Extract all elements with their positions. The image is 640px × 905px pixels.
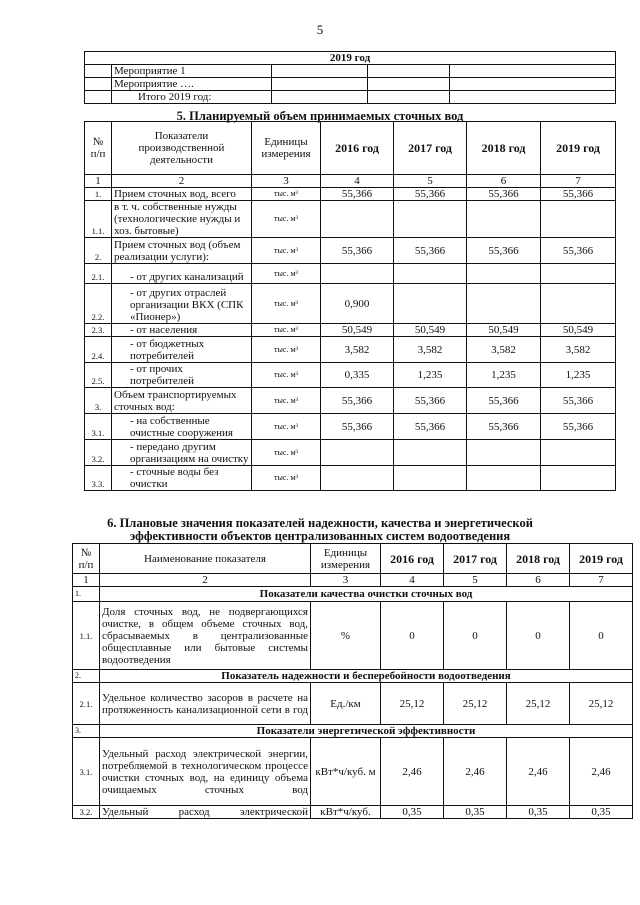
- col-number: 3: [252, 175, 321, 188]
- row-number: 3.: [85, 388, 112, 414]
- col-number: 6: [507, 574, 570, 587]
- value-2017: [394, 201, 467, 238]
- unit: тыс. м³: [252, 284, 321, 324]
- table-row: [73, 602, 633, 670]
- value-2018: [467, 264, 541, 284]
- value-2018: 50,549: [467, 324, 541, 337]
- value-2019: 55,366: [541, 238, 616, 264]
- col-number: 3: [311, 574, 381, 587]
- value-2017: [394, 284, 467, 324]
- year-2019-header: 2019 год: [85, 52, 616, 65]
- value-2018: [467, 440, 541, 466]
- section-title: Показатели качества очистки сточных вод: [100, 587, 633, 602]
- value-2019: [541, 284, 616, 324]
- value-2016: [321, 264, 394, 284]
- indicator-name: - на собственные очистные сооружения: [112, 414, 252, 440]
- value-2019: 55,366: [541, 414, 616, 440]
- value-2016: 0,900: [321, 284, 394, 324]
- section-row: [73, 725, 633, 738]
- row-number: 1.1.: [85, 201, 112, 238]
- value-2017: 3,582: [394, 337, 467, 363]
- value-2017: [394, 466, 467, 491]
- table-row: [85, 264, 616, 284]
- indicator-name: - от населения: [112, 324, 252, 337]
- value-2017: [394, 440, 467, 466]
- value-2016: 55,366: [321, 238, 394, 264]
- value-2018: 0,35: [507, 806, 570, 819]
- col-number: 4: [381, 574, 444, 587]
- col-number: 5: [444, 574, 507, 587]
- unit: кВт*ч/куб. м: [311, 738, 381, 806]
- value-2019: [541, 466, 616, 491]
- indicator-name: Прием сточных вод (объем реализации услуги):: [112, 238, 252, 264]
- value-2017: [394, 264, 467, 284]
- value-2018: [467, 284, 541, 324]
- table-row: [73, 683, 633, 725]
- header-row: [85, 122, 616, 175]
- indicator-name: - от других отраслей организации ВКХ (СПК «Пионер»): [112, 284, 252, 324]
- unit: %: [311, 602, 381, 670]
- unit: тыс. м³: [252, 414, 321, 440]
- row-number: 2.: [73, 670, 100, 683]
- page-number: 5: [316, 22, 324, 37]
- section-6-title-line2: эффективности объектов централизованных систем водоотведения: [129, 529, 511, 543]
- row-number: 2.: [85, 238, 112, 264]
- indicator-name: Прием сточных вод, всего: [112, 188, 252, 201]
- value-2017: 55,366: [394, 388, 467, 414]
- indicator-name: Удельный расход электрической энергии, потребляемой в технологическом процессе очистки сточных вод, на единицу объема очищаемых сточных вод: [100, 738, 311, 806]
- unit: тыс. м³: [252, 337, 321, 363]
- value-2018: 55,366: [467, 414, 541, 440]
- section-title: Показатель надежности и бесперебойности водоотведения: [100, 670, 633, 683]
- value-2019: 50,549: [541, 324, 616, 337]
- unit: тыс. м³: [252, 388, 321, 414]
- col-2017: 2017 год: [394, 122, 467, 175]
- value-2019: 55,366: [541, 388, 616, 414]
- value-2016: 0: [381, 602, 444, 670]
- row-number: 2.4.: [85, 337, 112, 363]
- table-row: [85, 201, 616, 238]
- value-2016: 25,12: [381, 683, 444, 725]
- table-row: [85, 91, 616, 104]
- value-2018: 25,12: [507, 683, 570, 725]
- total-label: Итого 2019 год:: [112, 91, 272, 104]
- table-row: [85, 466, 616, 491]
- value-2017: 2,46: [444, 738, 507, 806]
- value-2017: 0: [444, 602, 507, 670]
- value-2018: 3,582: [467, 337, 541, 363]
- unit: тыс. м³: [252, 238, 321, 264]
- indicator-name: в т. ч. собственные нужды (технологические нужды и хоз. бытовые): [112, 201, 252, 238]
- col-unit: Единицы измерения: [311, 544, 381, 574]
- row-number: 2.5.: [85, 363, 112, 388]
- col-number: 1: [85, 175, 112, 188]
- row-number: 3.2.: [73, 806, 100, 819]
- value-2018: [467, 466, 541, 491]
- value-2016: 55,366: [321, 414, 394, 440]
- table-row: [85, 388, 616, 414]
- row-number: 1.1.: [73, 602, 100, 670]
- value-2019: [541, 264, 616, 284]
- value-2019: 3,582: [541, 337, 616, 363]
- value-2017: 55,366: [394, 188, 467, 201]
- col-number: 7: [570, 574, 633, 587]
- indicator-name: - передано другим организациям на очистку: [112, 440, 252, 466]
- unit: тыс. м³: [252, 440, 321, 466]
- value-2016: 0,35: [381, 806, 444, 819]
- value-2018: 55,366: [467, 238, 541, 264]
- col-2018: 2018 год: [467, 122, 541, 175]
- table-row: [85, 284, 616, 324]
- unit: тыс. м³: [252, 466, 321, 491]
- row-number: 2.1.: [73, 683, 100, 725]
- value-2019: 25,12: [570, 683, 633, 725]
- value-2018: [467, 201, 541, 238]
- table-row: [85, 363, 616, 388]
- value-2016: 55,366: [321, 388, 394, 414]
- value-2016: 50,549: [321, 324, 394, 337]
- col-number: 2: [100, 574, 311, 587]
- value-2019: 55,366: [541, 188, 616, 201]
- col-number: 7: [541, 175, 616, 188]
- row-number: 2.3.: [85, 324, 112, 337]
- row-number: 1.: [73, 587, 100, 602]
- col-2016: 2016 год: [321, 122, 394, 175]
- row-number: 1.: [85, 188, 112, 201]
- table-row: [73, 806, 633, 819]
- col-number: 5: [394, 175, 467, 188]
- value-2018: 1,235: [467, 363, 541, 388]
- table-row: [85, 78, 616, 91]
- col-indicator: Показатели производственной деятельности: [112, 122, 252, 175]
- table-row: [85, 324, 616, 337]
- section-6-title-line1: 6. Плановые значения показателей надежности, качества и энергетической: [107, 516, 533, 530]
- table-row: [85, 414, 616, 440]
- value-2019: 0: [570, 602, 633, 670]
- event-label: Мероприятие 1: [112, 65, 272, 78]
- value-2017: 1,235: [394, 363, 467, 388]
- section-row: [73, 587, 633, 602]
- col-2017: 2017 год: [444, 544, 507, 574]
- value-2019: 0,35: [570, 806, 633, 819]
- col-2019: 2019 год: [541, 122, 616, 175]
- section-5-title: 5. Планируемый объем принимаемых сточных вод: [176, 109, 464, 123]
- col-num: № п/п: [73, 544, 100, 574]
- value-2016: [321, 440, 394, 466]
- value-2016: [321, 201, 394, 238]
- unit: тыс. м³: [252, 188, 321, 201]
- col-2019: 2019 год: [570, 544, 633, 574]
- col-num: № п/п: [85, 122, 112, 175]
- column-number-row: [85, 175, 616, 188]
- section-title: Показатели энергетической эффективности: [100, 725, 633, 738]
- column-number-row: [73, 574, 633, 587]
- reliability-indicators-table: [72, 543, 633, 819]
- indicator-name: - от других канализаций: [112, 264, 252, 284]
- unit: кВт*ч/куб.: [311, 806, 381, 819]
- value-2018: 0: [507, 602, 570, 670]
- value-2017: 50,549: [394, 324, 467, 337]
- col-2018: 2018 год: [507, 544, 570, 574]
- indicator-name: Удельное количество засоров в расчете на протяженность канализационной сети в год: [100, 683, 311, 725]
- row-number: 3.: [73, 725, 100, 738]
- indicator-name: Доля сточных вод, не подвергающихся очистке, в общем объеме сточных вод, сбрасываемых в централизованные общесплавные или бытовые системы водоотведения: [100, 602, 311, 670]
- value-2019: 2,46: [570, 738, 633, 806]
- row-number: 2.1.: [85, 264, 112, 284]
- row-number: 2.2.: [85, 284, 112, 324]
- value-2018: 55,366: [467, 188, 541, 201]
- table-row: [85, 65, 616, 78]
- unit: тыс. м³: [252, 324, 321, 337]
- unit: Ед./км: [311, 683, 381, 725]
- event-label: Мероприятие ….: [112, 78, 272, 91]
- unit: тыс. м³: [252, 363, 321, 388]
- value-2019: [541, 201, 616, 238]
- col-indicator-name: Наименование показателя: [100, 544, 311, 574]
- indicator-name: - от прочих потребителей: [112, 363, 252, 388]
- wastewater-volume-table: [84, 121, 616, 491]
- value-2019: [541, 440, 616, 466]
- col-2016: 2016 год: [381, 544, 444, 574]
- unit: тыс. м³: [252, 264, 321, 284]
- events-2019-table: [84, 51, 616, 104]
- value-2017: 55,366: [394, 238, 467, 264]
- col-number: 2: [112, 175, 252, 188]
- table-row: [73, 738, 633, 806]
- indicator-name: Удельный расход электрической: [100, 806, 311, 819]
- col-number: 4: [321, 175, 394, 188]
- row-number: 3.1.: [85, 414, 112, 440]
- value-2018: 2,46: [507, 738, 570, 806]
- value-2016: 55,366: [321, 188, 394, 201]
- value-2019: 1,235: [541, 363, 616, 388]
- value-2017: 55,366: [394, 414, 467, 440]
- value-2016: 3,582: [321, 337, 394, 363]
- table-row: [85, 337, 616, 363]
- table-row: [85, 238, 616, 264]
- value-2016: [321, 466, 394, 491]
- value-2017: 0,35: [444, 806, 507, 819]
- header-row: [73, 544, 633, 574]
- indicator-name: - сточные воды без очистки: [112, 466, 252, 491]
- table-row: [85, 440, 616, 466]
- col-unit: Единицы измерения: [252, 122, 321, 175]
- value-2018: 55,366: [467, 388, 541, 414]
- value-2016: 0,335: [321, 363, 394, 388]
- value-2016: 2,46: [381, 738, 444, 806]
- col-number: 6: [467, 175, 541, 188]
- row-number: 3.1.: [73, 738, 100, 806]
- value-2017: 25,12: [444, 683, 507, 725]
- table-row: [85, 188, 616, 201]
- col-number: 1: [73, 574, 100, 587]
- section-row: [73, 670, 633, 683]
- indicator-name: Объем транспортируемых сточных вод:: [112, 388, 252, 414]
- row-number: 3.3.: [85, 466, 112, 491]
- unit: тыс. м³: [252, 201, 321, 238]
- indicator-name: - от бюджетных потребителей: [112, 337, 252, 363]
- row-number: 3.2.: [85, 440, 112, 466]
